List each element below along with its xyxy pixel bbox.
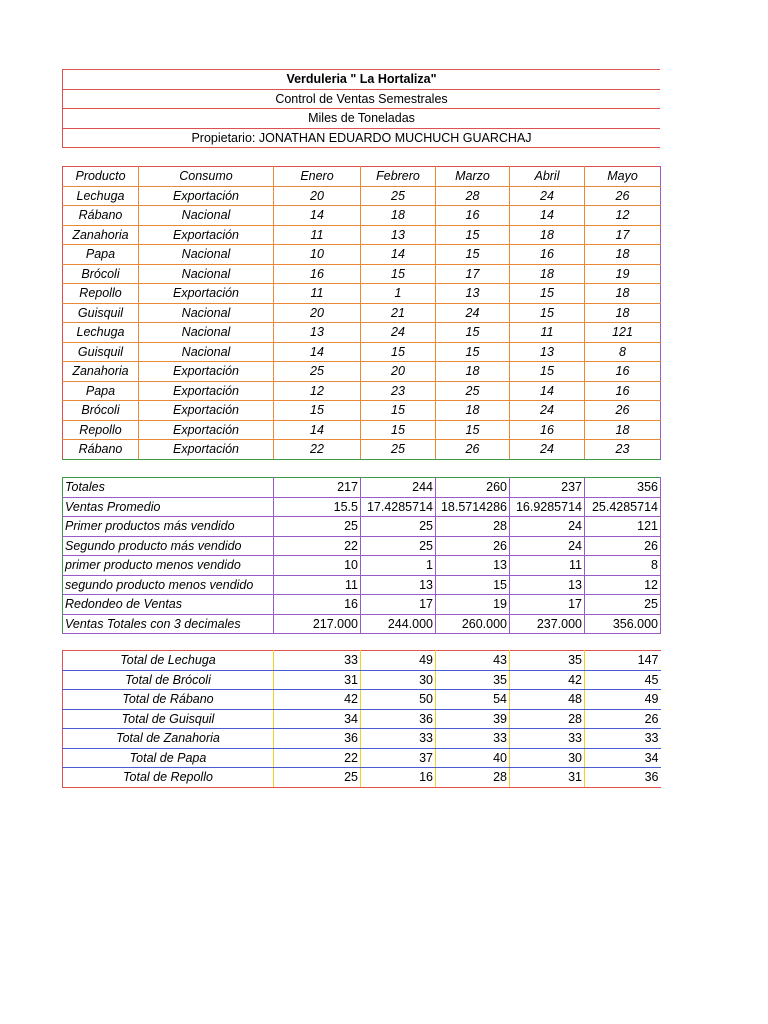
- row-label: Primer productos más vendido: [63, 517, 274, 537]
- table-cell: 28: [436, 768, 510, 788]
- table-cell: 15: [510, 284, 585, 304]
- table-cell: 15: [510, 362, 585, 382]
- row-label: Total de Brócoli: [63, 670, 274, 690]
- table-cell: 16: [436, 206, 510, 226]
- table-cell: 50: [361, 690, 436, 710]
- table-cell: 33: [361, 729, 436, 749]
- table-row: [63, 342, 661, 362]
- table-cell: 49: [361, 651, 436, 671]
- table-cell: 35: [510, 651, 585, 671]
- table-cell: Exportación: [139, 186, 274, 206]
- table-cell: 12: [585, 206, 661, 226]
- table-cell: 16: [274, 264, 361, 284]
- table-cell: 24: [361, 323, 436, 343]
- row-label: Total de Guisquil: [63, 709, 274, 729]
- stats-row: [63, 575, 661, 595]
- table-cell: Exportación: [139, 381, 274, 401]
- table-row: [63, 323, 661, 343]
- table-cell: 36: [585, 768, 661, 788]
- table-cell: 26: [585, 536, 661, 556]
- table-cell: 42: [274, 690, 361, 710]
- table-cell: 14: [510, 206, 585, 226]
- column-header: Abril: [510, 167, 585, 187]
- table-cell: 24: [510, 440, 585, 460]
- table-cell: 14: [361, 245, 436, 265]
- table-cell: 16: [274, 595, 361, 615]
- table-cell: 18: [361, 206, 436, 226]
- table-cell: 26: [585, 186, 661, 206]
- owner-label: Propietario: JONATHAN EDUARDO MUCHUCH GUARCHAJ: [63, 128, 661, 148]
- stats-row: [63, 478, 661, 498]
- table-cell: 25: [274, 362, 361, 382]
- table-cell: 33: [510, 729, 585, 749]
- table-cell: 18: [510, 264, 585, 284]
- table-cell: 23: [361, 381, 436, 401]
- table-cell: 34: [585, 748, 661, 768]
- sales-stats-table: [62, 477, 661, 634]
- table-cell: 25: [361, 517, 436, 537]
- stats-row: [63, 595, 661, 615]
- table-cell: Zanahoria: [63, 225, 139, 245]
- table-cell: 20: [274, 303, 361, 323]
- table-cell: 15: [361, 401, 436, 421]
- table-cell: 16.9285714: [510, 497, 585, 517]
- product-total-row: [63, 768, 661, 788]
- table-cell: 19: [585, 264, 661, 284]
- table-cell: 17: [585, 225, 661, 245]
- table-cell: 25: [361, 536, 436, 556]
- table-cell: 260: [436, 478, 510, 498]
- table-cell: 20: [361, 362, 436, 382]
- table-cell: Nacional: [139, 245, 274, 265]
- table-cell: 31: [274, 670, 361, 690]
- table-cell: Repollo: [63, 284, 139, 304]
- table-cell: 17: [436, 264, 510, 284]
- table-cell: 18: [585, 245, 661, 265]
- table-cell: 16: [585, 362, 661, 382]
- table-cell: 8: [585, 556, 661, 576]
- table-cell: 15: [436, 225, 510, 245]
- table-cell: Exportación: [139, 440, 274, 460]
- table-cell: 18: [436, 401, 510, 421]
- sheet-subtitle: Control de Ventas Semestrales: [63, 89, 661, 109]
- table-cell: 14: [274, 206, 361, 226]
- table-cell: 217.000: [274, 614, 361, 634]
- stats-row: [63, 556, 661, 576]
- table-row: [63, 420, 661, 440]
- table-cell: 22: [274, 748, 361, 768]
- table-cell: Papa: [63, 245, 139, 265]
- table-cell: Brócoli: [63, 264, 139, 284]
- table-cell: 45: [585, 670, 661, 690]
- table-cell: 237.000: [510, 614, 585, 634]
- table-cell: 28: [436, 186, 510, 206]
- table-cell: 8: [585, 342, 661, 362]
- table-cell: 49: [585, 690, 661, 710]
- table-cell: 15: [510, 303, 585, 323]
- table-cell: 34: [274, 709, 361, 729]
- table-cell: 15: [361, 342, 436, 362]
- table-cell: Exportación: [139, 420, 274, 440]
- product-totals-table: [62, 650, 661, 788]
- table-cell: 15: [361, 264, 436, 284]
- table-cell: Brócoli: [63, 401, 139, 421]
- table-cell: 15.5: [274, 497, 361, 517]
- table-cell: Nacional: [139, 206, 274, 226]
- table-cell: 31: [510, 768, 585, 788]
- table-cell: Nacional: [139, 264, 274, 284]
- table-cell: 12: [585, 575, 661, 595]
- table-cell: 13: [436, 556, 510, 576]
- table-cell: 23: [585, 440, 661, 460]
- product-total-row: [63, 729, 661, 749]
- table-cell: 16: [585, 381, 661, 401]
- table-cell: 14: [274, 342, 361, 362]
- table-cell: 30: [361, 670, 436, 690]
- table-cell: 244.000: [361, 614, 436, 634]
- product-total-row: [63, 748, 661, 768]
- table-cell: 48: [510, 690, 585, 710]
- table-header-row: [63, 167, 661, 187]
- table-cell: 356: [585, 478, 661, 498]
- table-row: [63, 206, 661, 226]
- table-cell: 24: [510, 401, 585, 421]
- table-cell: 26: [436, 440, 510, 460]
- table-cell: 13: [510, 575, 585, 595]
- table-cell: 18: [436, 362, 510, 382]
- table-cell: Rábano: [63, 206, 139, 226]
- table-cell: 121: [585, 517, 661, 537]
- table-cell: 37: [361, 748, 436, 768]
- table-cell: 356.000: [585, 614, 661, 634]
- table-cell: 11: [510, 323, 585, 343]
- table-cell: 1: [361, 284, 436, 304]
- table-row: [63, 245, 661, 265]
- table-cell: 11: [510, 556, 585, 576]
- table-cell: 21: [361, 303, 436, 323]
- table-cell: 13: [436, 284, 510, 304]
- table-cell: 24: [510, 517, 585, 537]
- table-cell: 25: [274, 768, 361, 788]
- table-cell: 1: [361, 556, 436, 576]
- stats-row: [63, 517, 661, 537]
- row-label: Total de Repollo: [63, 768, 274, 788]
- table-row: [63, 186, 661, 206]
- table-cell: 13: [510, 342, 585, 362]
- table-cell: 22: [274, 536, 361, 556]
- table-cell: 13: [361, 225, 436, 245]
- table-cell: 15: [436, 420, 510, 440]
- table-cell: 40: [436, 748, 510, 768]
- row-label: Segundo producto más vendido: [63, 536, 274, 556]
- table-row: [63, 362, 661, 382]
- table-cell: 16: [361, 768, 436, 788]
- column-header: Mayo: [585, 167, 661, 187]
- table-cell: 43: [436, 651, 510, 671]
- table-cell: 36: [274, 729, 361, 749]
- table-cell: 17.4285714: [361, 497, 436, 517]
- table-row: [63, 225, 661, 245]
- product-total-row: [63, 670, 661, 690]
- table-cell: 15: [274, 401, 361, 421]
- table-cell: 18: [585, 284, 661, 304]
- table-cell: 15: [361, 420, 436, 440]
- table-cell: 25: [436, 381, 510, 401]
- table-cell: 39: [436, 709, 510, 729]
- table-cell: 13: [361, 575, 436, 595]
- table-cell: Guisquil: [63, 342, 139, 362]
- table-cell: 24: [510, 186, 585, 206]
- table-cell: 260.000: [436, 614, 510, 634]
- table-cell: 10: [274, 245, 361, 265]
- table-cell: 16: [510, 420, 585, 440]
- table-cell: Nacional: [139, 303, 274, 323]
- table-cell: 13: [274, 323, 361, 343]
- table-cell: 147: [585, 651, 661, 671]
- sheet-title: Verduleria " La Hortaliza": [63, 70, 661, 90]
- table-cell: Exportación: [139, 225, 274, 245]
- table-cell: Zanahoria: [63, 362, 139, 382]
- table-cell: 24: [510, 536, 585, 556]
- table-cell: 11: [274, 575, 361, 595]
- table-cell: 22: [274, 440, 361, 460]
- table-cell: Guisquil: [63, 303, 139, 323]
- row-label: segundo producto menos vendido: [63, 575, 274, 595]
- stats-row: [63, 614, 661, 634]
- table-cell: 25: [585, 595, 661, 615]
- table-cell: 20: [274, 186, 361, 206]
- units-label: Miles de Toneladas: [63, 109, 661, 129]
- table-cell: 121: [585, 323, 661, 343]
- table-cell: 42: [510, 670, 585, 690]
- table-cell: 15: [436, 342, 510, 362]
- row-label: primer producto menos vendido: [63, 556, 274, 576]
- row-label: Ventas Promedio: [63, 497, 274, 517]
- header-block: [62, 69, 660, 148]
- column-header: Producto: [63, 167, 139, 187]
- stats-row: [63, 497, 661, 517]
- table-cell: Exportación: [139, 284, 274, 304]
- table-row: [63, 401, 661, 421]
- table-cell: 25: [361, 440, 436, 460]
- table-cell: 24: [436, 303, 510, 323]
- table-cell: 237: [510, 478, 585, 498]
- table-cell: 25: [274, 517, 361, 537]
- row-label: Total de Papa: [63, 748, 274, 768]
- table-cell: 15: [436, 323, 510, 343]
- table-cell: 26: [436, 536, 510, 556]
- column-header: Marzo: [436, 167, 510, 187]
- table-cell: Nacional: [139, 323, 274, 343]
- table-cell: Lechuga: [63, 186, 139, 206]
- table-cell: 28: [510, 709, 585, 729]
- table-cell: 244: [361, 478, 436, 498]
- row-label: Total de Rábano: [63, 690, 274, 710]
- table-cell: 35: [436, 670, 510, 690]
- product-total-row: [63, 690, 661, 710]
- table-cell: 30: [510, 748, 585, 768]
- table-cell: 16: [510, 245, 585, 265]
- table-cell: 36: [361, 709, 436, 729]
- table-cell: 14: [274, 420, 361, 440]
- table-cell: 33: [585, 729, 661, 749]
- table-cell: 25.4285714: [585, 497, 661, 517]
- table-cell: 217: [274, 478, 361, 498]
- table-cell: 18: [585, 420, 661, 440]
- row-label: Redondeo de Ventas: [63, 595, 274, 615]
- table-cell: Lechuga: [63, 323, 139, 343]
- row-label: Total de Lechuga: [63, 651, 274, 671]
- column-header: Consumo: [139, 167, 274, 187]
- table-cell: 33: [436, 729, 510, 749]
- column-header: Enero: [274, 167, 361, 187]
- table-cell: 17: [361, 595, 436, 615]
- table-cell: Repollo: [63, 420, 139, 440]
- product-total-row: [63, 709, 661, 729]
- table-row: [63, 303, 661, 323]
- table-row: [63, 381, 661, 401]
- table-cell: 18: [585, 303, 661, 323]
- table-cell: 18: [510, 225, 585, 245]
- table-cell: 33: [274, 651, 361, 671]
- table-row: [63, 264, 661, 284]
- table-cell: 25: [361, 186, 436, 206]
- table-cell: Exportación: [139, 362, 274, 382]
- table-cell: 11: [274, 284, 361, 304]
- stats-row: [63, 536, 661, 556]
- row-label: Ventas Totales con 3 decimales: [63, 614, 274, 634]
- table-cell: 11: [274, 225, 361, 245]
- table-cell: 10: [274, 556, 361, 576]
- table-cell: Exportación: [139, 401, 274, 421]
- product-sales-table: [62, 166, 661, 460]
- table-row: [63, 284, 661, 304]
- table-cell: Papa: [63, 381, 139, 401]
- column-header: Febrero: [361, 167, 436, 187]
- table-cell: 54: [436, 690, 510, 710]
- table-cell: 19: [436, 595, 510, 615]
- product-total-row: [63, 651, 661, 671]
- table-cell: 15: [436, 245, 510, 265]
- row-label: Total de Zanahoria: [63, 729, 274, 749]
- table-cell: 15: [436, 575, 510, 595]
- table-cell: 12: [274, 381, 361, 401]
- table-cell: 14: [510, 381, 585, 401]
- row-label: Totales: [63, 478, 274, 498]
- table-cell: Rábano: [63, 440, 139, 460]
- table-cell: 18.5714286: [436, 497, 510, 517]
- table-cell: Nacional: [139, 342, 274, 362]
- table-cell: 26: [585, 709, 661, 729]
- table-cell: 28: [436, 517, 510, 537]
- table-cell: 17: [510, 595, 585, 615]
- table-cell: 26: [585, 401, 661, 421]
- table-row: [63, 440, 661, 460]
